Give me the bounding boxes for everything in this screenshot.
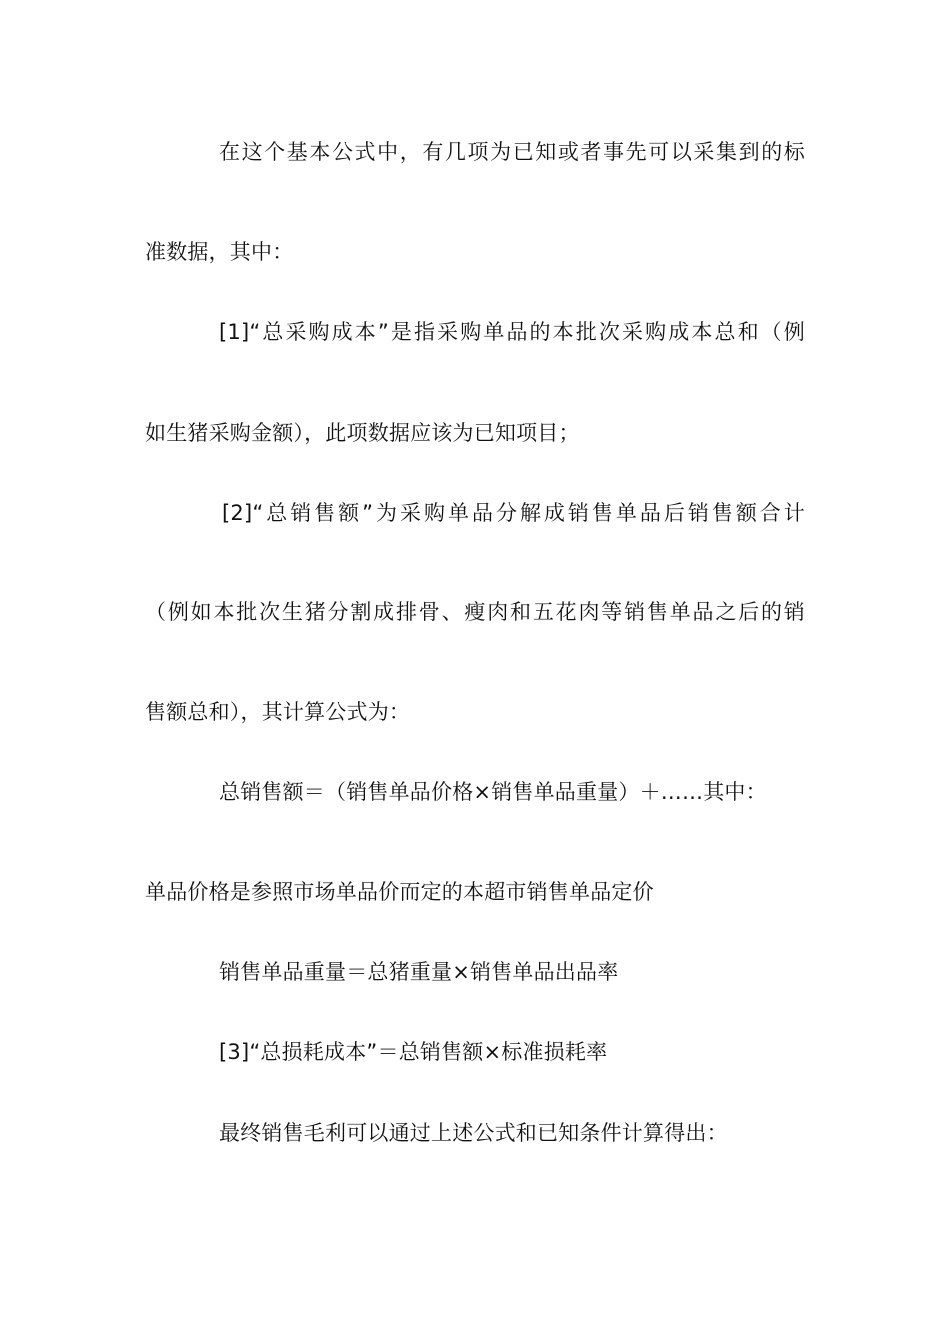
paragraph-formula-intro-cont: 准数据，其中： (145, 240, 294, 264)
item-3-total-loss-cost: [3]“总损耗成本”＝总销售额×标准损耗率 (219, 1040, 608, 1064)
item-2-total-sales: [2]“总销售额”为采购单品分解成销售单品后销售额合计 (222, 501, 805, 525)
item-1-total-purchase-cost-cont: 如生猪采购金额），此项数据应该为已知项目； (145, 421, 580, 445)
formula-unit-weight: 销售单品重量＝总猪重量×销售单品出品率 (219, 960, 619, 984)
item-1-total-purchase-cost: [1]“总采购成本”是指采购单品的本批次采购成本总和（例 (219, 320, 805, 344)
item-2-total-sales-cont: （例如本批次生猪分割成排骨、瘦肉和五花肉等销售单品之后的销 (145, 600, 805, 624)
note-unit-price: 单品价格是参照市场单品价而定的本超市销售单品定价 (145, 880, 654, 904)
paragraph-formula-intro: 在这个基本公式中，有几项为已知或者事先可以采集到的标 (219, 140, 805, 164)
item-2-total-sales-cont-2: 售额总和），其计算公式为： (145, 700, 411, 724)
paragraph-final-gross-profit: 最终销售毛利可以通过上述公式和已知条件计算得出： (219, 1121, 728, 1145)
formula-total-sales: 总销售额＝（销售单品价格×销售单品重量）＋……其中： (219, 780, 767, 804)
